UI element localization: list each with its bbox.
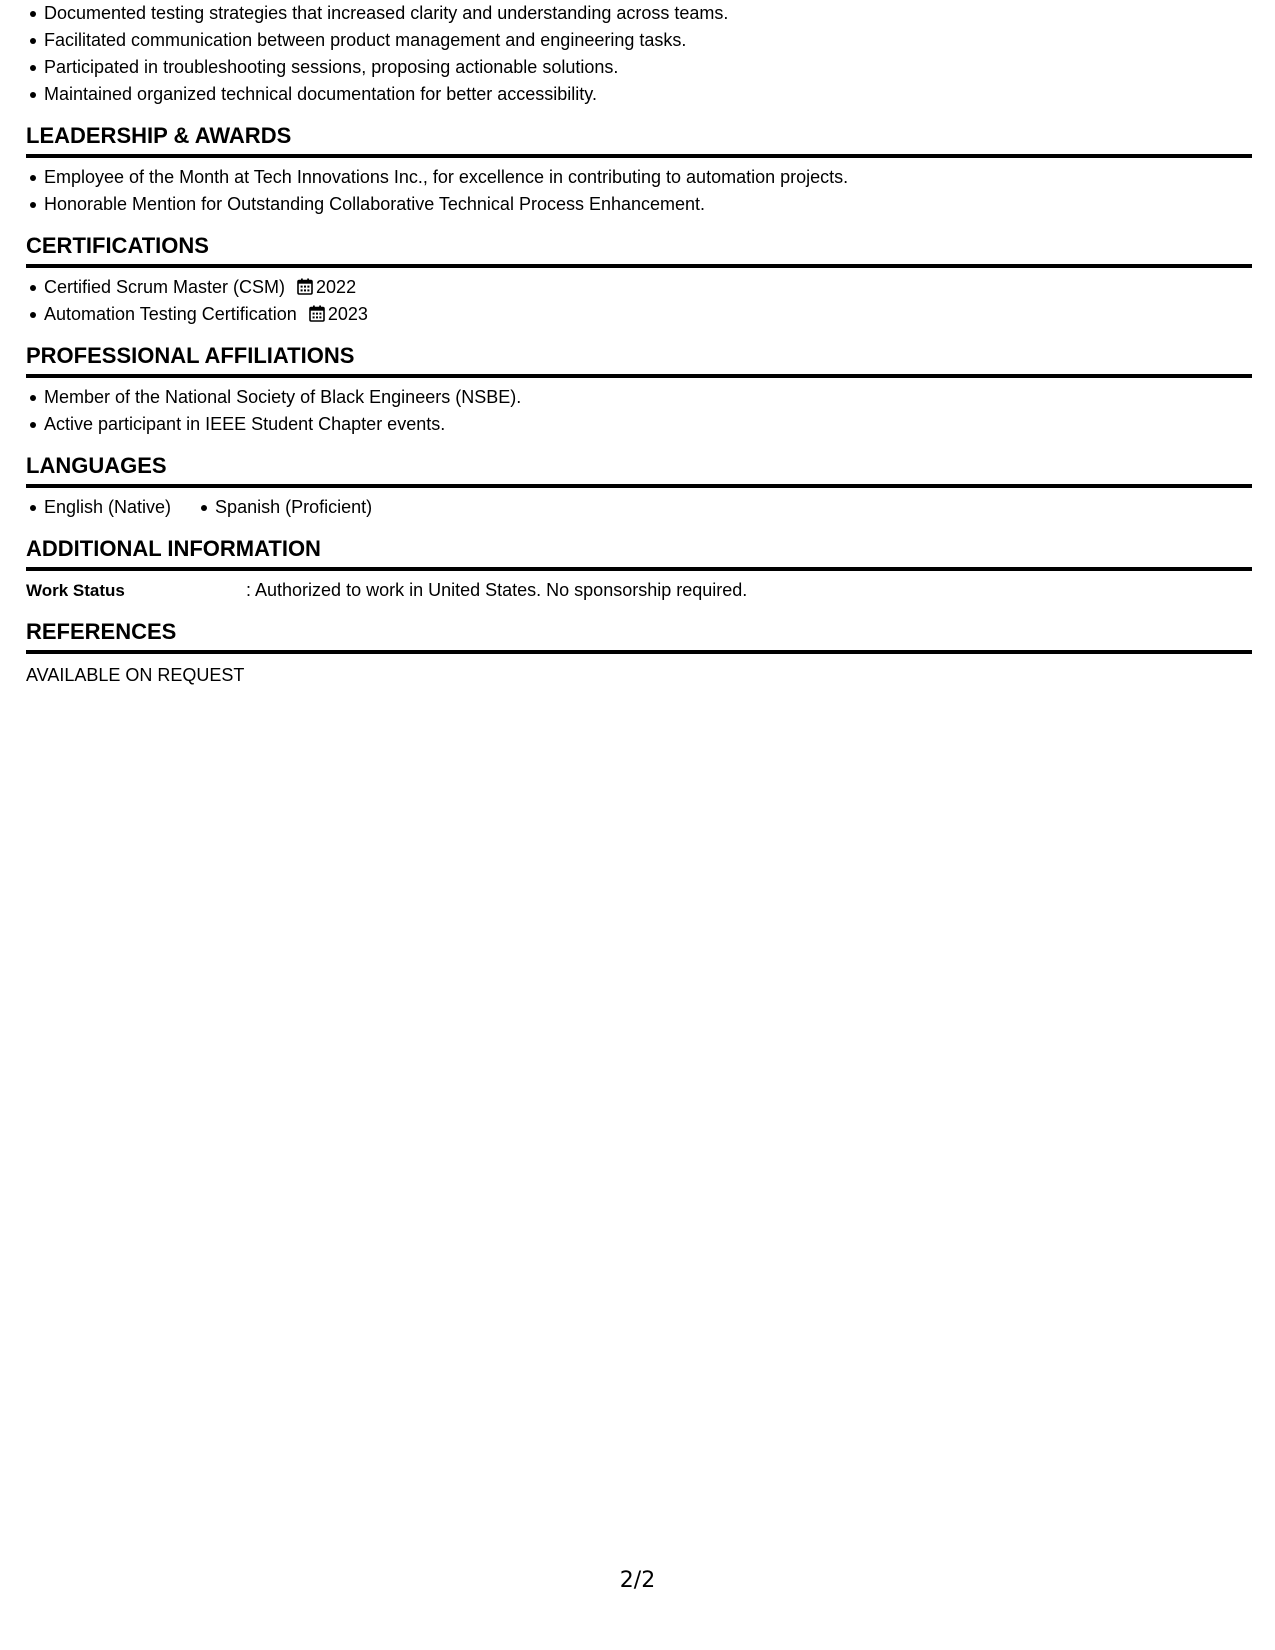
section-title-references: REFERENCES <box>26 618 1252 654</box>
leadership-section <box>26 122 1252 218</box>
list-item: Documented testing strategies that increased clarity and understanding across teams. <box>26 0 1252 27</box>
section-title-leadership: LEADERSHIP & AWARDS <box>26 122 1252 158</box>
list-item: Facilitated communication between product management and engineering tasks. <box>26 27 1252 54</box>
language-item: English (Native) <box>26 494 171 521</box>
language-item: Spanish (Proficient) <box>197 494 372 521</box>
certifications-list <box>26 274 1252 328</box>
certification-year: 2022 <box>316 277 357 297</box>
section-title-affiliations: PROFESSIONAL AFFILIATIONS <box>26 342 1252 378</box>
certification-year: 2023 <box>327 304 368 324</box>
section-title-additional: ADDITIONAL INFORMATION <box>26 535 1252 571</box>
list-item: Participated in troubleshooting sessions, proposing actionable solutions. <box>26 54 1252 81</box>
page-number: 2/2 <box>619 1568 656 1593</box>
calendar-icon <box>309 305 325 322</box>
work-status-value: : Authorized to work in United States. No sponsorship required. <box>246 580 748 600</box>
list-item: Employee of the Month at Tech Innovations Inc., for excellence in contributing to automation projects. <box>26 164 1252 191</box>
affiliations-section <box>26 342 1252 438</box>
additional-info-section <box>26 535 1252 604</box>
references-section <box>26 618 1252 689</box>
list-item: Member of the National Society of Black Engineers (NSBE). <box>26 384 1252 411</box>
certification-name: Certified Scrum Master (CSM) <box>44 277 286 297</box>
leadership-list <box>26 164 1252 218</box>
resume-page <box>26 0 1252 689</box>
languages-list <box>26 494 1252 521</box>
section-title-certifications: CERTIFICATIONS <box>26 232 1252 268</box>
work-status-label: Work Status <box>26 581 125 600</box>
calendar-icon <box>297 278 313 295</box>
work-status-row <box>26 577 1252 604</box>
list-item <box>26 301 1252 328</box>
languages-section <box>26 452 1252 521</box>
list-item: Honorable Mention for Outstanding Collaborative Technical Process Enhancement. <box>26 191 1252 218</box>
affiliations-list <box>26 384 1252 438</box>
section-title-languages: LANGUAGES <box>26 452 1252 488</box>
list-item <box>26 274 1252 301</box>
references-text: AVAILABLE ON REQUEST <box>26 665 245 685</box>
certification-name: Automation Testing Certification <box>44 304 297 324</box>
list-item: Maintained organized technical documentation for better accessibility. <box>26 81 1252 108</box>
list-item: Active participant in IEEE Student Chapter events. <box>26 411 1252 438</box>
experience-continued-list <box>26 0 1252 108</box>
certifications-section <box>26 232 1252 328</box>
